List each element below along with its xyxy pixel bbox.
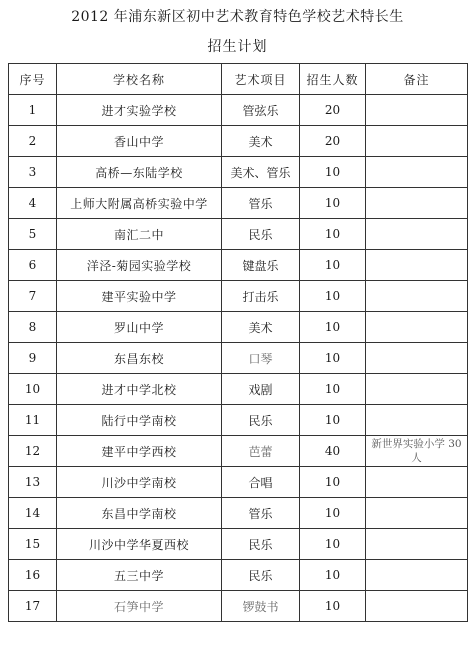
cell-school: 罗山中学 bbox=[57, 312, 222, 343]
cell-item: 芭蕾 bbox=[222, 436, 300, 467]
cell-school: 东昌东校 bbox=[57, 343, 222, 374]
cell-school: 建平中学西校 bbox=[57, 436, 222, 467]
cell-count: 10 bbox=[300, 188, 366, 219]
cell-note bbox=[366, 343, 468, 374]
cell-item: 美术 bbox=[222, 126, 300, 157]
header-count: 招生人数 bbox=[300, 64, 366, 95]
table-row bbox=[9, 560, 468, 591]
header-school: 学校名称 bbox=[57, 64, 222, 95]
cell-note bbox=[366, 529, 468, 560]
table-row bbox=[9, 467, 468, 498]
cell-note bbox=[366, 188, 468, 219]
cell-no: 17 bbox=[9, 591, 57, 622]
cell-count: 10 bbox=[300, 374, 366, 405]
table-row bbox=[9, 591, 468, 622]
cell-count: 10 bbox=[300, 343, 366, 374]
cell-no: 9 bbox=[9, 343, 57, 374]
cell-item: 民乐 bbox=[222, 405, 300, 436]
cell-count: 20 bbox=[300, 95, 366, 126]
cell-count: 10 bbox=[300, 529, 366, 560]
cell-note bbox=[366, 95, 468, 126]
cell-no: 12 bbox=[9, 436, 57, 467]
cell-item: 美术 bbox=[222, 312, 300, 343]
cell-school: 洋泾-菊园实验学校 bbox=[57, 250, 222, 281]
cell-school: 进才实验学校 bbox=[57, 95, 222, 126]
cell-no: 8 bbox=[9, 312, 57, 343]
cell-school: 川沙中学南校 bbox=[57, 467, 222, 498]
table-row bbox=[9, 219, 468, 250]
document-subtitle: 招生计划 bbox=[207, 39, 268, 55]
cell-item: 锣鼓书 bbox=[222, 591, 300, 622]
table-row bbox=[9, 529, 468, 560]
cell-note bbox=[366, 312, 468, 343]
cell-item: 民乐 bbox=[222, 219, 300, 250]
cell-no: 6 bbox=[9, 250, 57, 281]
cell-no: 11 bbox=[9, 405, 57, 436]
cell-item: 打击乐 bbox=[222, 281, 300, 312]
cell-note bbox=[366, 560, 468, 591]
cell-count: 10 bbox=[300, 219, 366, 250]
cell-no: 1 bbox=[9, 95, 57, 126]
header-note: 备注 bbox=[366, 64, 468, 95]
cell-no: 4 bbox=[9, 188, 57, 219]
document-title: 2012 年浦东新区初中艺术教育特色学校艺术特长生 bbox=[71, 9, 404, 25]
cell-note bbox=[366, 250, 468, 281]
header-item: 艺术项目 bbox=[222, 64, 300, 95]
cell-school: 进才中学北校 bbox=[57, 374, 222, 405]
cell-count: 10 bbox=[300, 560, 366, 591]
cell-note bbox=[366, 405, 468, 436]
table-row bbox=[9, 250, 468, 281]
cell-no: 14 bbox=[9, 498, 57, 529]
cell-no: 3 bbox=[9, 157, 57, 188]
cell-item: 美术、管乐 bbox=[222, 157, 300, 188]
cell-school: 五三中学 bbox=[57, 560, 222, 591]
cell-item: 合唱 bbox=[222, 467, 300, 498]
table-row bbox=[9, 95, 468, 126]
cell-no: 15 bbox=[9, 529, 57, 560]
cell-item: 民乐 bbox=[222, 560, 300, 591]
cell-school: 陆行中学南校 bbox=[57, 405, 222, 436]
cell-school: 东昌中学南校 bbox=[57, 498, 222, 529]
cell-note: 新世界实验小学 30 人 bbox=[366, 436, 468, 467]
table-row bbox=[9, 188, 468, 219]
cell-no: 10 bbox=[9, 374, 57, 405]
table-row bbox=[9, 498, 468, 529]
cell-no: 13 bbox=[9, 467, 57, 498]
cell-count: 10 bbox=[300, 467, 366, 498]
table-row bbox=[9, 436, 468, 467]
cell-item: 管乐 bbox=[222, 188, 300, 219]
table-row bbox=[9, 157, 468, 188]
table-row bbox=[9, 343, 468, 374]
table-row bbox=[9, 374, 468, 405]
cell-count: 10 bbox=[300, 591, 366, 622]
cell-note bbox=[366, 157, 468, 188]
cell-item: 戏剧 bbox=[222, 374, 300, 405]
enrollment-plan-table bbox=[8, 63, 468, 622]
cell-no: 2 bbox=[9, 126, 57, 157]
cell-note bbox=[366, 467, 468, 498]
cell-count: 20 bbox=[300, 126, 366, 157]
cell-item: 管乐 bbox=[222, 498, 300, 529]
cell-school: 建平实验中学 bbox=[57, 281, 222, 312]
cell-note bbox=[366, 126, 468, 157]
cell-note bbox=[366, 219, 468, 250]
cell-no: 16 bbox=[9, 560, 57, 591]
table-row bbox=[9, 312, 468, 343]
cell-school: 石笋中学 bbox=[57, 591, 222, 622]
cell-no: 5 bbox=[9, 219, 57, 250]
table-row bbox=[9, 405, 468, 436]
cell-school: 高桥—东陆学校 bbox=[57, 157, 222, 188]
cell-school: 南汇二中 bbox=[57, 219, 222, 250]
cell-count: 10 bbox=[300, 498, 366, 529]
cell-school: 川沙中学华夏西校 bbox=[57, 529, 222, 560]
cell-school: 上师大附属高桥实验中学 bbox=[57, 188, 222, 219]
cell-count: 10 bbox=[300, 312, 366, 343]
table-header-row bbox=[9, 64, 468, 95]
header-no: 序号 bbox=[9, 64, 57, 95]
cell-item: 键盘乐 bbox=[222, 250, 300, 281]
table-row bbox=[9, 126, 468, 157]
cell-school: 香山中学 bbox=[57, 126, 222, 157]
table-row bbox=[9, 281, 468, 312]
cell-item: 管弦乐 bbox=[222, 95, 300, 126]
cell-count: 10 bbox=[300, 405, 366, 436]
cell-item: 民乐 bbox=[222, 529, 300, 560]
cell-count: 40 bbox=[300, 436, 366, 467]
cell-count: 10 bbox=[300, 157, 366, 188]
cell-note bbox=[366, 498, 468, 529]
cell-note bbox=[366, 281, 468, 312]
cell-count: 10 bbox=[300, 281, 366, 312]
cell-note bbox=[366, 374, 468, 405]
cell-note bbox=[366, 591, 468, 622]
cell-no: 7 bbox=[9, 281, 57, 312]
cell-item: 口琴 bbox=[222, 343, 300, 374]
cell-count: 10 bbox=[300, 250, 366, 281]
